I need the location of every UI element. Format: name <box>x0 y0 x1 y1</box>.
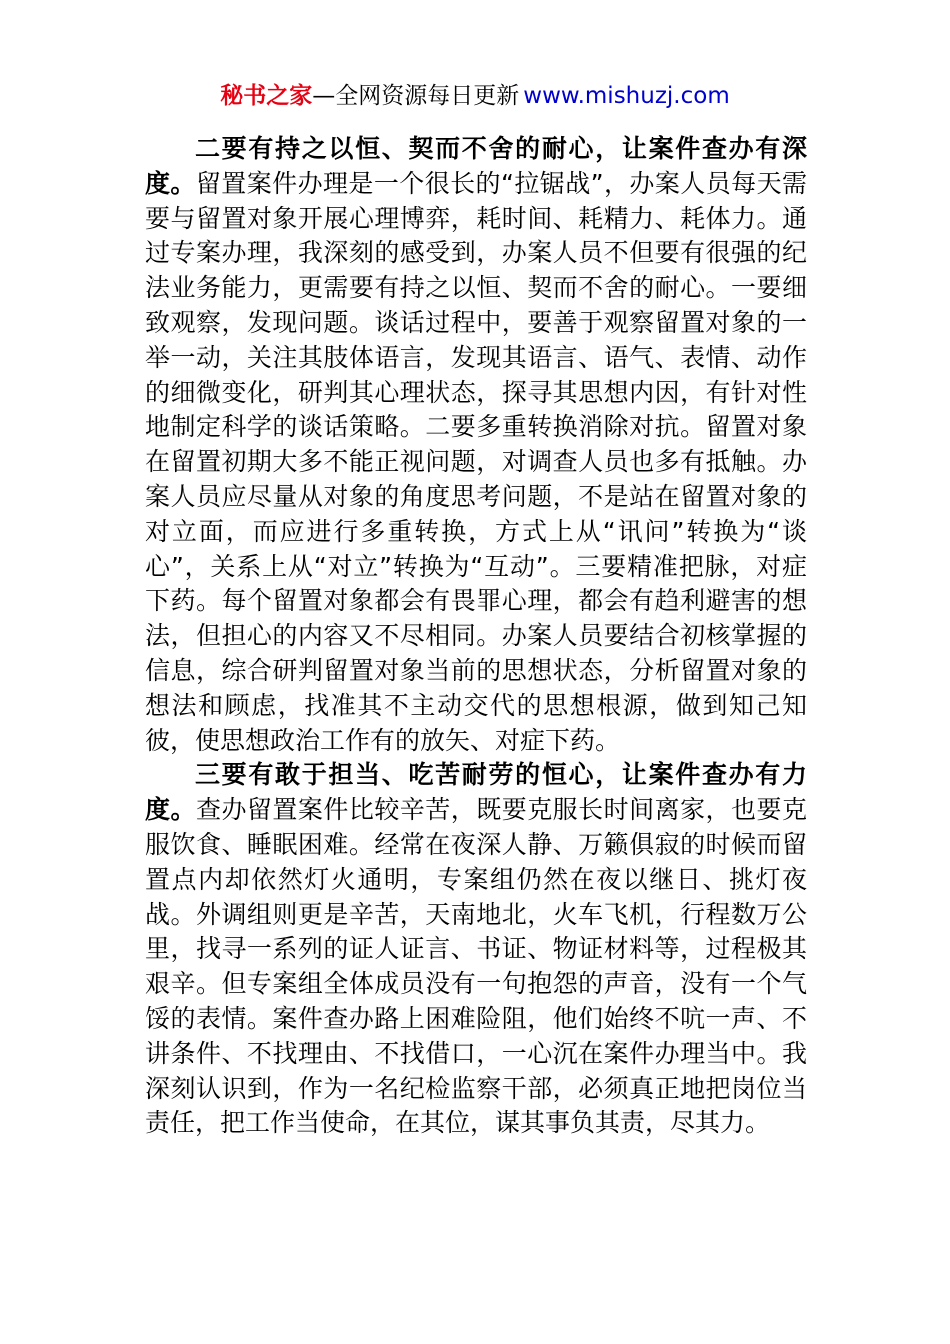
paragraph-heading: 三要有敢于担当、吃苦耐劳的恒心，让案件查办有力度。 <box>145 760 807 825</box>
document-body <box>145 132 807 1141</box>
paragraph-text: 查办留置案件比较辛苦，既要克服长时间离家，也要克服饮食、睡眠困难。经常在夜深人静、万籁俱寂的时候而留置点内却依然灯火通明，专案组仍然在夜以继日、挑灯夜战。外调组则更是辛苦，天南地北，火车飞机，行程数万公里，找寻一系列的证人证言、书证、物证材料等，过程极其艰辛。但专案组全体成员没有一句抱怨的声音，没有一个气馁的表情。案件查办路上困难险阻，他们始终不吭一声、不讲条件、不找理由、不找借口，一心沉在案件办理当中。我深刻认识到，作为一名纪检监察干部，必须真正地把岗位当责任，把工作当使命，在其位，谋其事负其责，尽其力。 <box>145 795 807 1138</box>
site-url-link[interactable]: www.mishuzj.com <box>523 83 730 109</box>
paragraph-heading: 二要有持之以恒、契而不舍的耐心，让案件查办有深度。 <box>145 134 807 198</box>
paragraph-patience <box>145 132 807 758</box>
paragraph-text: 留置案件办理是一个很长的“拉锯战”，办案人员每天需要与留置对象开展心理博弈，耗时间、耗精力、耗体力。通过专案办理，我深刻的感受到，办案人员不但要有很强的纪法业务能力，更需要有持之以恒、契而不舍的耐心。一要细致观察，发现问题。谈话过程中，要善于观察留置对象的一举一动，关注其肢体语言，发现其语言、语气、表情、动作的细微变化，研判其心理状态，探寻其思想内因，有针对性地制定科学的谈话策略。二要多重转换消除对抗。留置对象在留置初期大多不能正视问题，对调查人员也多有抵触。办案人员应尽量从对象的角度思考问题，不是站在留置对象的对立面，而应进行多重转换，方式上从“讯问”转换为“谈心”，关系上从“对立”转换为“互动”。三要精准把脉，对症下药。每个留置对象都会有畏罪心理，都会有趋利避害的想法，但担心的内容又不尽相同。办案人员要结合初核掌握的信息，综合研判留置对象当前的思想状态，分析留置对象的想法和顾虑，找准其不主动交代的思想根源，做到知己知彼，使思想政治工作有的放矢、对症下药。 <box>145 168 807 755</box>
site-header <box>0 80 950 112</box>
site-slogan: —全网资源每日更新 <box>312 83 520 109</box>
brand-name: 秘书之家 <box>220 83 313 109</box>
paragraph-perseverance <box>145 758 807 1141</box>
